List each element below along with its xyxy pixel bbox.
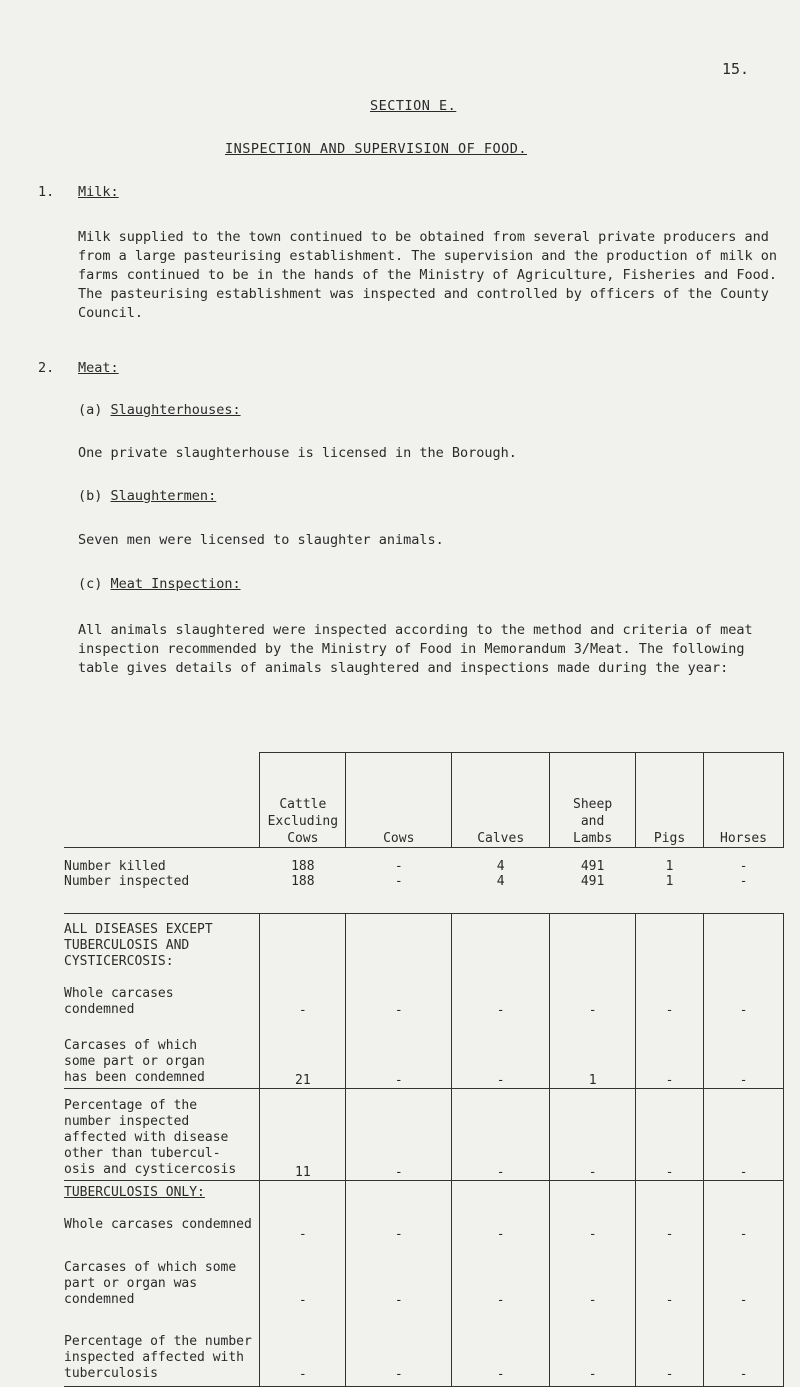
slaughterhouses-heading bbox=[78, 402, 241, 418]
slaughterhouses-text: One private slaughterhouse is licensed in the Borough. bbox=[78, 445, 517, 461]
cell: - bbox=[452, 1308, 550, 1386]
cell: - bbox=[452, 1088, 550, 1180]
cell: - bbox=[739, 858, 748, 874]
cell: 4 bbox=[452, 874, 550, 914]
slaughtermen-heading bbox=[78, 488, 216, 504]
cell: - bbox=[704, 914, 784, 1019]
col-header-cattle: Cattle Excluding Cows bbox=[260, 753, 346, 848]
cell: - bbox=[550, 1180, 636, 1242]
slaughtermen-label: (b) bbox=[78, 488, 103, 504]
all-diseases-heading: ALL DISEASES EXCEPT TUBERCULOSIS AND CYSTICERCOSIS: Whole carcases condemned bbox=[64, 914, 260, 1019]
cell: - bbox=[452, 1018, 550, 1088]
row-label-part-condemned: Carcases of which some part or organ has been condemned bbox=[64, 1018, 260, 1088]
cell: - bbox=[452, 1180, 550, 1242]
slaughterhouses-title: Slaughterhouses: bbox=[110, 402, 241, 418]
cell: - bbox=[550, 1242, 636, 1308]
meat-title: Meat: bbox=[78, 360, 119, 376]
table-row bbox=[64, 914, 784, 1019]
table-row bbox=[64, 1088, 784, 1180]
milk-number: 1. bbox=[38, 184, 55, 200]
cell: 1 bbox=[665, 858, 674, 874]
cell: - bbox=[346, 1180, 452, 1242]
milk-paragraph: Milk supplied to the town continued to be obtained from several private producers and from a large pasteurising establishment. The supervision and the production of milk on farms continued to be in the hands of the Ministry of Agriculture, Fisheries and Food. The pasteurising establishment was inspected and controlled by officers of the County Council. bbox=[78, 229, 777, 321]
inspection-table bbox=[64, 752, 784, 1387]
cell: - bbox=[452, 914, 550, 1019]
tb-heading-cell: TUBERCULOSIS ONLY: Whole carcases condemned bbox=[64, 1184, 252, 1232]
cell: - bbox=[346, 1308, 452, 1386]
tb-heading: TUBERCULOSIS ONLY: bbox=[64, 1184, 205, 1200]
cell: - bbox=[346, 1242, 452, 1308]
meat-inspection-paragraph: All animals slaughtered were inspected according to the method and criteria of meat inspection recommended by the Ministry of Food in Memorandum 3/Meat. The following table gives details of animals slaughtered and inspections made during the year: bbox=[78, 622, 753, 676]
cell: 11 bbox=[260, 1088, 346, 1180]
col-header-sheep: Sheep and Lambs bbox=[550, 753, 636, 848]
cell: 21 bbox=[260, 1018, 346, 1088]
cell: - bbox=[260, 1180, 346, 1242]
cell: - bbox=[636, 1018, 704, 1088]
milk-heading bbox=[38, 184, 119, 200]
col-header-cows: Cows bbox=[346, 753, 452, 848]
cell: - bbox=[260, 1308, 346, 1386]
meat-inspection-heading bbox=[78, 576, 241, 592]
cell: - bbox=[704, 1242, 784, 1308]
cell: - bbox=[260, 1242, 346, 1308]
table-row bbox=[64, 1180, 784, 1242]
cell: - bbox=[550, 1088, 636, 1180]
cell: - bbox=[704, 1308, 784, 1386]
table-row bbox=[64, 1242, 784, 1308]
cell: - bbox=[346, 1018, 452, 1088]
row-label-tb-part: Carcases of which some part or organ was condemned bbox=[64, 1260, 237, 1307]
cell: 188 bbox=[291, 858, 315, 874]
cell: - bbox=[704, 1018, 784, 1088]
row-label-tb-percentage: Percentage of the number inspected affected with tuberculosis bbox=[64, 1308, 260, 1386]
page-title: INSPECTION AND SUPERVISION OF FOOD. bbox=[225, 141, 527, 157]
cell: - bbox=[550, 1308, 636, 1386]
cell: - bbox=[704, 874, 784, 914]
cell: - bbox=[260, 914, 346, 1019]
meat-number: 2. bbox=[38, 360, 55, 376]
meat-inspection-title: Meat Inspection: bbox=[110, 576, 241, 592]
slaughterhouses-label: (a) bbox=[78, 402, 103, 418]
cell: 188 bbox=[260, 874, 346, 914]
row-label-percentage: Percentage of the number inspected affected with disease other than tubercul- osis and cysticercosis bbox=[64, 1088, 260, 1180]
milk-title: Milk: bbox=[78, 184, 119, 200]
table-row bbox=[64, 1018, 784, 1088]
cell: - bbox=[636, 1242, 704, 1308]
cell: - bbox=[346, 1088, 452, 1180]
cell: - bbox=[636, 1308, 704, 1386]
cell: - bbox=[636, 1180, 704, 1242]
table-row bbox=[64, 874, 784, 914]
section-heading: SECTION E. bbox=[370, 98, 457, 114]
cell: 4 bbox=[496, 858, 505, 874]
row-label-killed: Number killed bbox=[64, 858, 166, 874]
col-header-calves: Calves bbox=[452, 753, 550, 848]
cell: - bbox=[346, 874, 452, 914]
cell: - bbox=[704, 1180, 784, 1242]
table-header-row bbox=[64, 753, 784, 848]
cell: - bbox=[346, 914, 452, 1019]
slaughtermen-title: Slaughtermen: bbox=[110, 488, 217, 504]
cell: - bbox=[636, 1088, 704, 1180]
table-row bbox=[64, 1308, 784, 1386]
cell: - bbox=[704, 1088, 784, 1180]
row-label-inspected: Number inspected bbox=[64, 873, 190, 889]
col-header-pigs: Pigs bbox=[636, 753, 704, 848]
cell: 1 bbox=[636, 874, 704, 914]
cell: - bbox=[636, 914, 704, 1019]
slaughtermen-text: Seven men were licensed to slaughter animals. bbox=[78, 532, 444, 548]
col-header-horses: Horses bbox=[704, 753, 784, 848]
cell: - bbox=[452, 1242, 550, 1308]
meat-heading bbox=[38, 360, 119, 376]
page-number: 15. bbox=[722, 60, 750, 78]
meat-inspection-label: (c) bbox=[78, 576, 103, 592]
cell: 491 bbox=[580, 858, 605, 874]
cell: 1 bbox=[550, 1018, 636, 1088]
cell: - bbox=[394, 858, 403, 874]
cell: 491 bbox=[550, 874, 636, 914]
cell: - bbox=[550, 914, 636, 1019]
table-row bbox=[64, 848, 784, 874]
header-blank bbox=[64, 753, 260, 848]
